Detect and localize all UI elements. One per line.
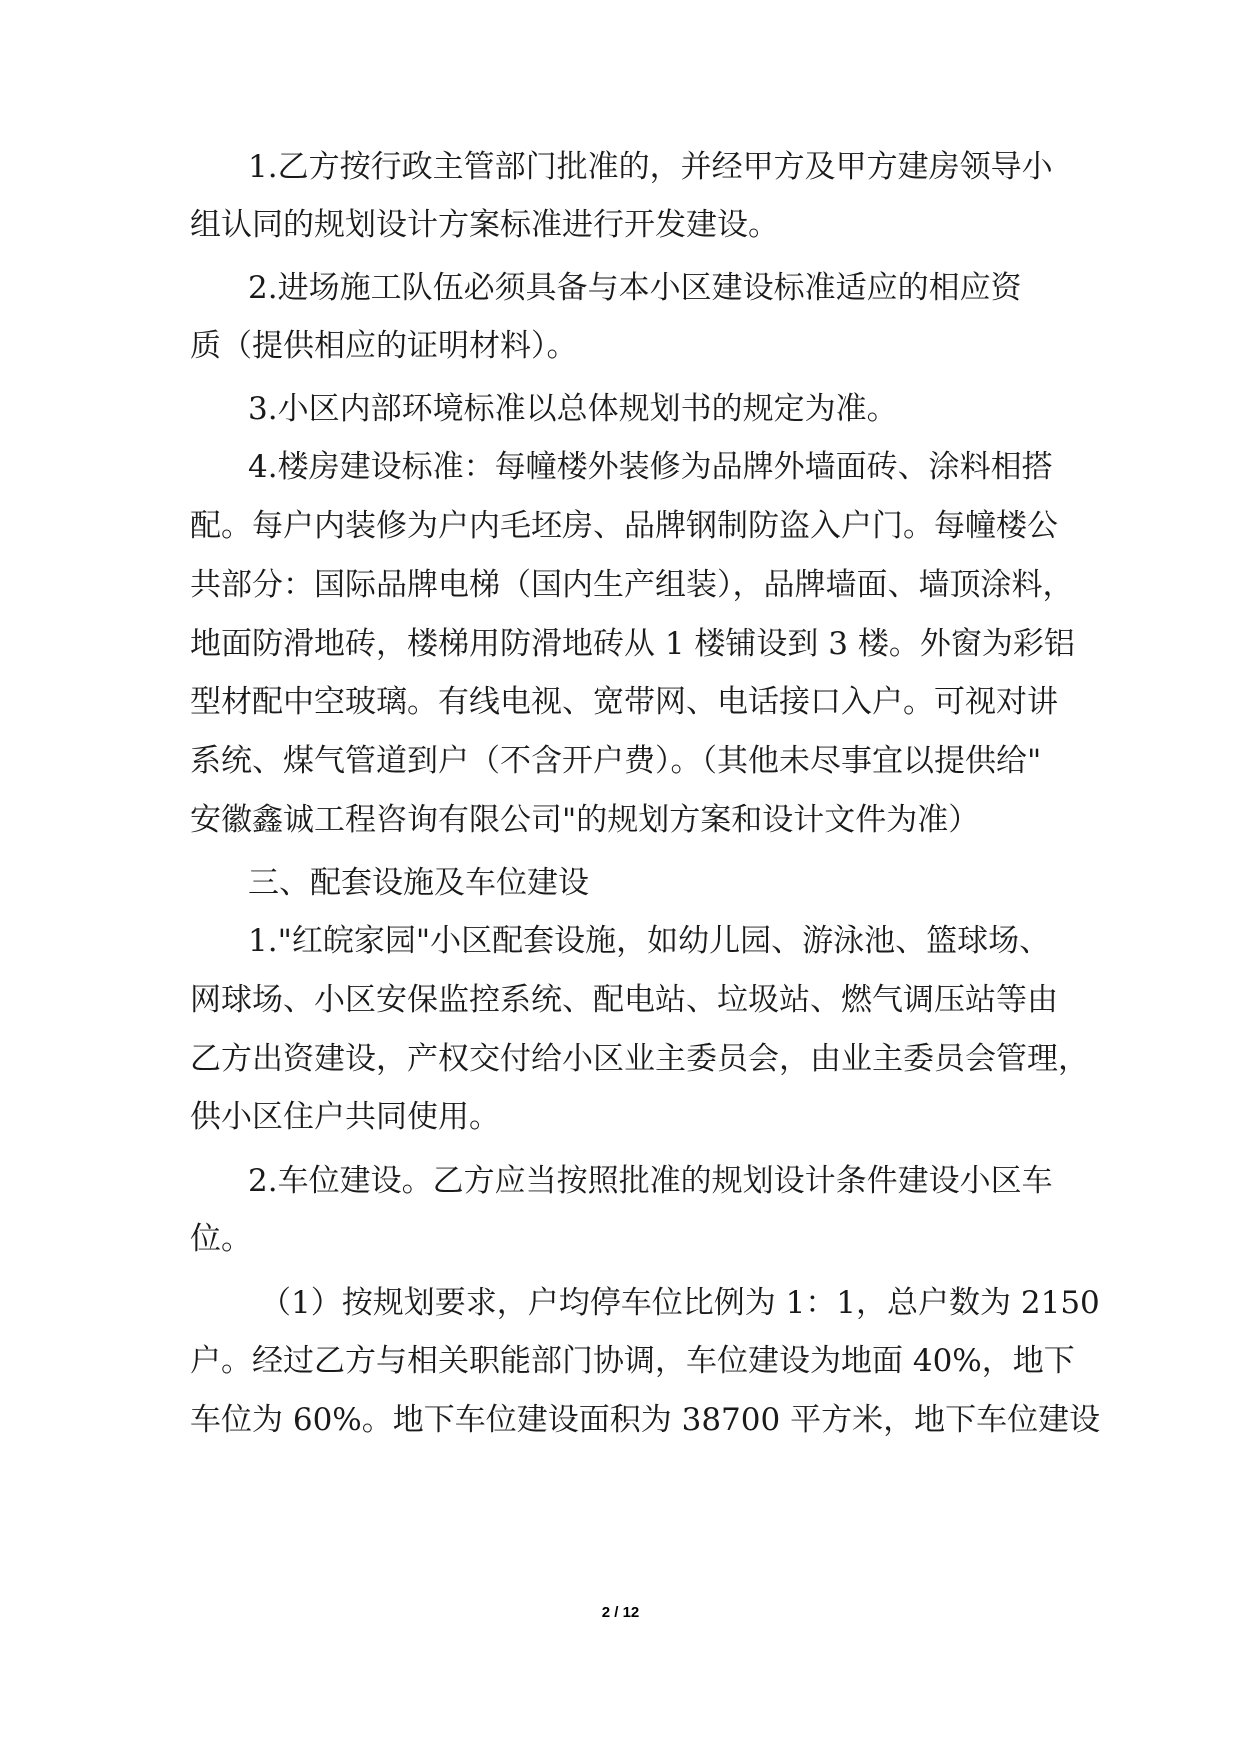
paragraph-line: 型材配中空玻璃。有线电视、宽带网、电话接口入户。可视对讲 bbox=[190, 684, 1058, 720]
paragraph-line: 3.小区内部环境标准以总体规划书的规定为准。 bbox=[248, 391, 898, 427]
section-heading: 三、配套设施及车位建设 bbox=[248, 865, 589, 901]
paragraph-line: 配。每户内装修为户内毛坯房、品牌钢制防盗入户门。每幢楼公 bbox=[190, 508, 1058, 544]
paragraph-line: 安徽鑫诚工程咨询有限公司"的规划方案和设计文件为准） bbox=[190, 802, 980, 838]
paragraph-line: 1."红皖家园"小区配套设施，如幼儿园、游泳池、篮球场、 bbox=[248, 923, 1051, 959]
paragraph-line: 系统、煤气管道到户（不含开户费）。（其他未尽事宜以提供给" bbox=[190, 743, 1042, 779]
paragraph-line: 位。 bbox=[190, 1221, 252, 1257]
paragraph-line: 户。经过乙方与相关职能部门协调，车位建设为地面 40%，地下 bbox=[190, 1343, 1075, 1379]
paragraph-line: 质（提供相应的证明材料）。 bbox=[190, 328, 578, 364]
paragraph-line: 组认同的规划设计方案标准进行开发建设。 bbox=[190, 207, 779, 243]
paragraph-line: 共部分：国际品牌电梯（国内生产组装），品牌墙面、墙顶涂料， bbox=[190, 567, 1074, 603]
paragraph-line: 乙方出资建设，产权交付给小区业主委员会，由业主委员会管理， bbox=[190, 1041, 1089, 1077]
paragraph-line: 地面防滑地砖，楼梯用防滑地砖从 1 楼铺设到 3 楼。外窗为彩铝 bbox=[190, 626, 1075, 662]
page-number: 2 / 12 bbox=[601, 1604, 640, 1621]
paragraph-line: 1.乙方按行政主管部门批准的，并经甲方及甲方建房领导小 bbox=[248, 149, 1053, 185]
paragraph-line: 供小区住户共同使用。 bbox=[190, 1099, 500, 1135]
paragraph-line: 车位为 60%。地下车位建设面积为 38700 平方米，地下车位建设 bbox=[190, 1402, 1101, 1438]
paragraph-line: 2.车位建设。乙方应当按照批准的规划设计条件建设小区车 bbox=[248, 1163, 1053, 1199]
paragraph-line: 4.楼房建设标准：每幢楼外装修为品牌外墙面砖、涂料相搭 bbox=[248, 449, 1053, 485]
paragraph-line: 2.进场施工队伍必须具备与本小区建设标准适应的相应资 bbox=[248, 270, 1022, 306]
paragraph-line: 网球场、小区安保监控系统、配电站、垃圾站、燃气调压站等由 bbox=[190, 982, 1058, 1018]
paragraph-line: （1）按规划要求，户均停车位比例为 1：1，总户数为 2150 bbox=[260, 1285, 1100, 1321]
